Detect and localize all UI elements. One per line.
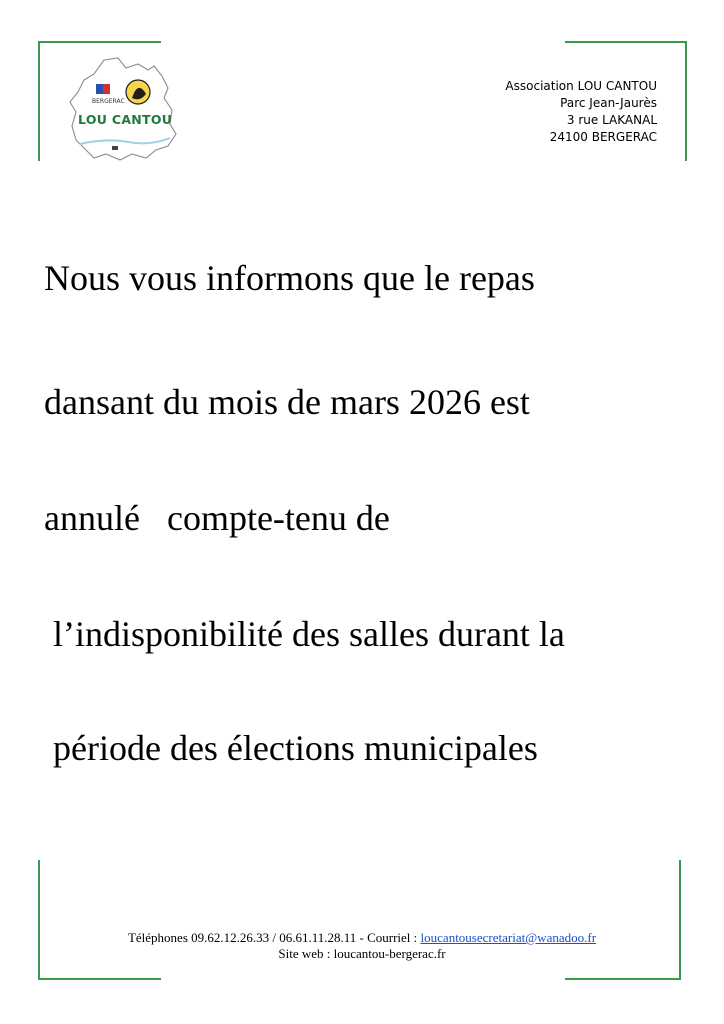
frame-corner-top-left-h xyxy=(38,41,161,43)
frame-corner-top-right-v xyxy=(685,41,687,161)
address-block xyxy=(505,78,657,146)
logo-town: BERGERAC xyxy=(92,98,125,105)
announcement-line: Nous vous informons que le repas xyxy=(44,258,535,298)
address-line: Association LOU CANTOU xyxy=(505,79,657,93)
association-logo xyxy=(66,54,181,164)
dordogne-map-outline-icon xyxy=(70,58,176,160)
address-line: 3 rue LAKANAL xyxy=(566,113,657,127)
announcement-line: dansant du mois de mars 2026 est xyxy=(44,382,530,422)
logo-name: LOU CANTOU xyxy=(78,112,173,127)
frame-corner-top-right-h xyxy=(565,41,687,43)
email-link[interactable]: loucantousecretariat@wanadoo.fr xyxy=(420,930,597,945)
frame-corner-bottom-right-h xyxy=(565,978,681,980)
footer xyxy=(0,930,724,962)
frame-corner-bottom-right-v xyxy=(679,860,681,980)
address-line: 24100 BERGERAC xyxy=(549,130,657,144)
announcement-line: l’indisponibilité des salles durant la xyxy=(44,614,565,654)
address-line: Parc Jean-Jaurès xyxy=(560,96,657,110)
footer-website: Site web : loucantou-bergerac.fr xyxy=(278,946,446,961)
announcement-line: annulé compte-tenu de xyxy=(44,498,390,538)
frame-corner-bottom-left-h xyxy=(38,978,161,980)
footer-contact-line xyxy=(0,930,724,946)
announcement-line: période des élections municipales xyxy=(44,728,538,768)
frame-corner-top-left-v xyxy=(38,41,40,161)
frame-corner-bottom-left-v xyxy=(38,860,40,980)
footer-phones: Téléphones 09.62.12.26.33 / 06.61.11.28.11 - Courriel : xyxy=(127,930,421,945)
